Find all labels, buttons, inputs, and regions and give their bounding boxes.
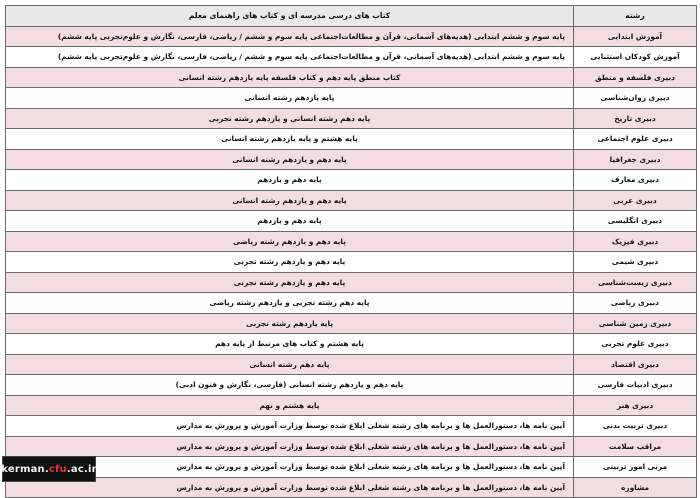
header-field: رشته [574,6,697,27]
watermark-mid: cfu [48,463,67,475]
row-books: آیین نامه ها، دستورالعمل ها و برنامه های رشته شغلی ابلاغ شده توسط وزارت آموزش و پرورش به مدارس [6,477,574,498]
table-row [6,436,697,457]
row-field: مربی امور تربیتی [574,457,697,478]
row-books: پایه دهم و یازدهم رشته تجربی [6,252,574,273]
row-field: دبیری تاریخ [574,108,697,129]
table-row [6,395,697,416]
table-row [6,211,697,232]
row-books: پایه دهم و یازدهم [6,170,574,191]
row-field: دبیری عربی [574,190,697,211]
row-field: دبیری زمین شناسی [574,313,697,334]
row-field: دبیری فلسفه و منطق [574,67,697,88]
table-row [6,190,697,211]
watermark-prefix: kerman. [1,463,49,475]
table-row [6,108,697,129]
row-field: دبیری شیمی [574,252,697,273]
row-books: پایه هشتم و پایه یازدهم رشته انسانی [6,129,574,150]
table-row [6,457,697,478]
row-books: پایه دهم و یازدهم رشته ریاضی [6,231,574,252]
row-books: پایه دهم و یازدهم [6,211,574,232]
row-books: پایه هشتم و کتاب های مرتبط از پایه دهم [6,334,574,355]
row-books: پایه دهم و یازدهم رشته انسانی [6,149,574,170]
table-row [6,88,697,109]
row-books: پایه دهم و یازدهم رشته انسانی [6,190,574,211]
row-books: پایه دهم رشته انسانی [6,354,574,375]
table-row [6,334,697,355]
table-row [6,313,697,334]
row-field: دبیری روان‌شناسی [574,88,697,109]
table-row [6,252,697,273]
row-field: دبیری ادبیات فارسی [574,375,697,396]
table-row [6,293,697,314]
row-books: پایه سوم و ششم ابتدایی (هدیه‌های آسمانی، قرآن و مطالعات‌اجتماعی پایه سوم و ششم / ریاضی، فارسی، نگارش و علوم‌تجربی پایه ششم) [6,47,574,68]
row-books: پایه دهم رشته انسانی و یازدهم رشته تجربی [6,108,574,129]
row-field: دبیری تربیت بدنی [574,416,697,437]
table-row [6,354,697,375]
table-row [6,272,697,293]
table-row [6,231,697,252]
row-field: دبیری معارف [574,170,697,191]
table-row [6,67,697,88]
table-header-row [6,6,697,27]
table-row [6,149,697,170]
site-watermark [2,456,96,482]
row-books: آیین نامه ها، دستورالعمل ها و برنامه های رشته شغلی ابلاغ شده توسط وزارت آموزش و پرورش به مدارس [6,436,574,457]
row-books: پایه یازدهم رشته انسانی [6,88,574,109]
table-row [6,26,697,47]
row-books: آیین نامه ها، دستورالعمل ها و برنامه های رشته شغلی ابلاغ شده توسط وزارت آموزش و پرورش به مدارس [6,416,574,437]
row-books: پایه دهم رشته تجربی و یازدهم رشته ریاضی [6,293,574,314]
row-books: پایه دهم و یازدهم رشته تجربی [6,272,574,293]
row-field: آموزش کودکان استثنایی [574,47,697,68]
books-table [5,5,697,498]
row-field: دبیری اقتصاد [574,354,697,375]
table-row [6,170,697,191]
header-books: کتاب های درسی مدرسه ای و کتاب های راهنمای معلم [6,6,574,27]
row-field: دبیری زیست‌شناسی [574,272,697,293]
row-books: پایه سوم و ششم ابتدایی (هدیه‌های آسمانی، قرآن و مطالعات‌اجتماعی پایه سوم و ششم / ریاضی، فارسی، نگارش و علوم‌تجربی پایه ششم) [6,26,574,47]
row-field: دبیری علوم اجتماعی [574,129,697,150]
row-field: دبیری علوم تجربی [574,334,697,355]
row-books: کتاب منطق پایه دهم و کتاب فلسفه پایه یازدهم رشته انسانی [6,67,574,88]
table-body [6,26,697,498]
table-row [6,477,697,498]
table-row [6,129,697,150]
row-field: دبیری ریاضی [574,293,697,314]
row-books: پایه هشتم و نهم [6,395,574,416]
row-field: مراقب سلامت [574,436,697,457]
watermark-suffix: .ac.ir [66,463,97,475]
row-field: دبیری انگلیسی [574,211,697,232]
row-books: آیین نامه ها، دستورالعمل ها و برنامه های رشته شغلی ابلاغ شده توسط وزارت آموزش و پرورش به مدارس [6,457,574,478]
row-field: آموزش ابتدایی [574,26,697,47]
row-books: پایه یازدهم رشته تجربی [6,313,574,334]
table-row [6,416,697,437]
row-field: دبیری جغرافیا [574,149,697,170]
row-books: پایه دهم و یازدهم رشته انسانی (فارسی، نگارش و فنون ادبی) [6,375,574,396]
table-row [6,47,697,68]
table-row [6,375,697,396]
row-field: دبیری هنر [574,395,697,416]
row-field: مشاوره [574,477,697,498]
row-field: دبیری فیزیک [574,231,697,252]
